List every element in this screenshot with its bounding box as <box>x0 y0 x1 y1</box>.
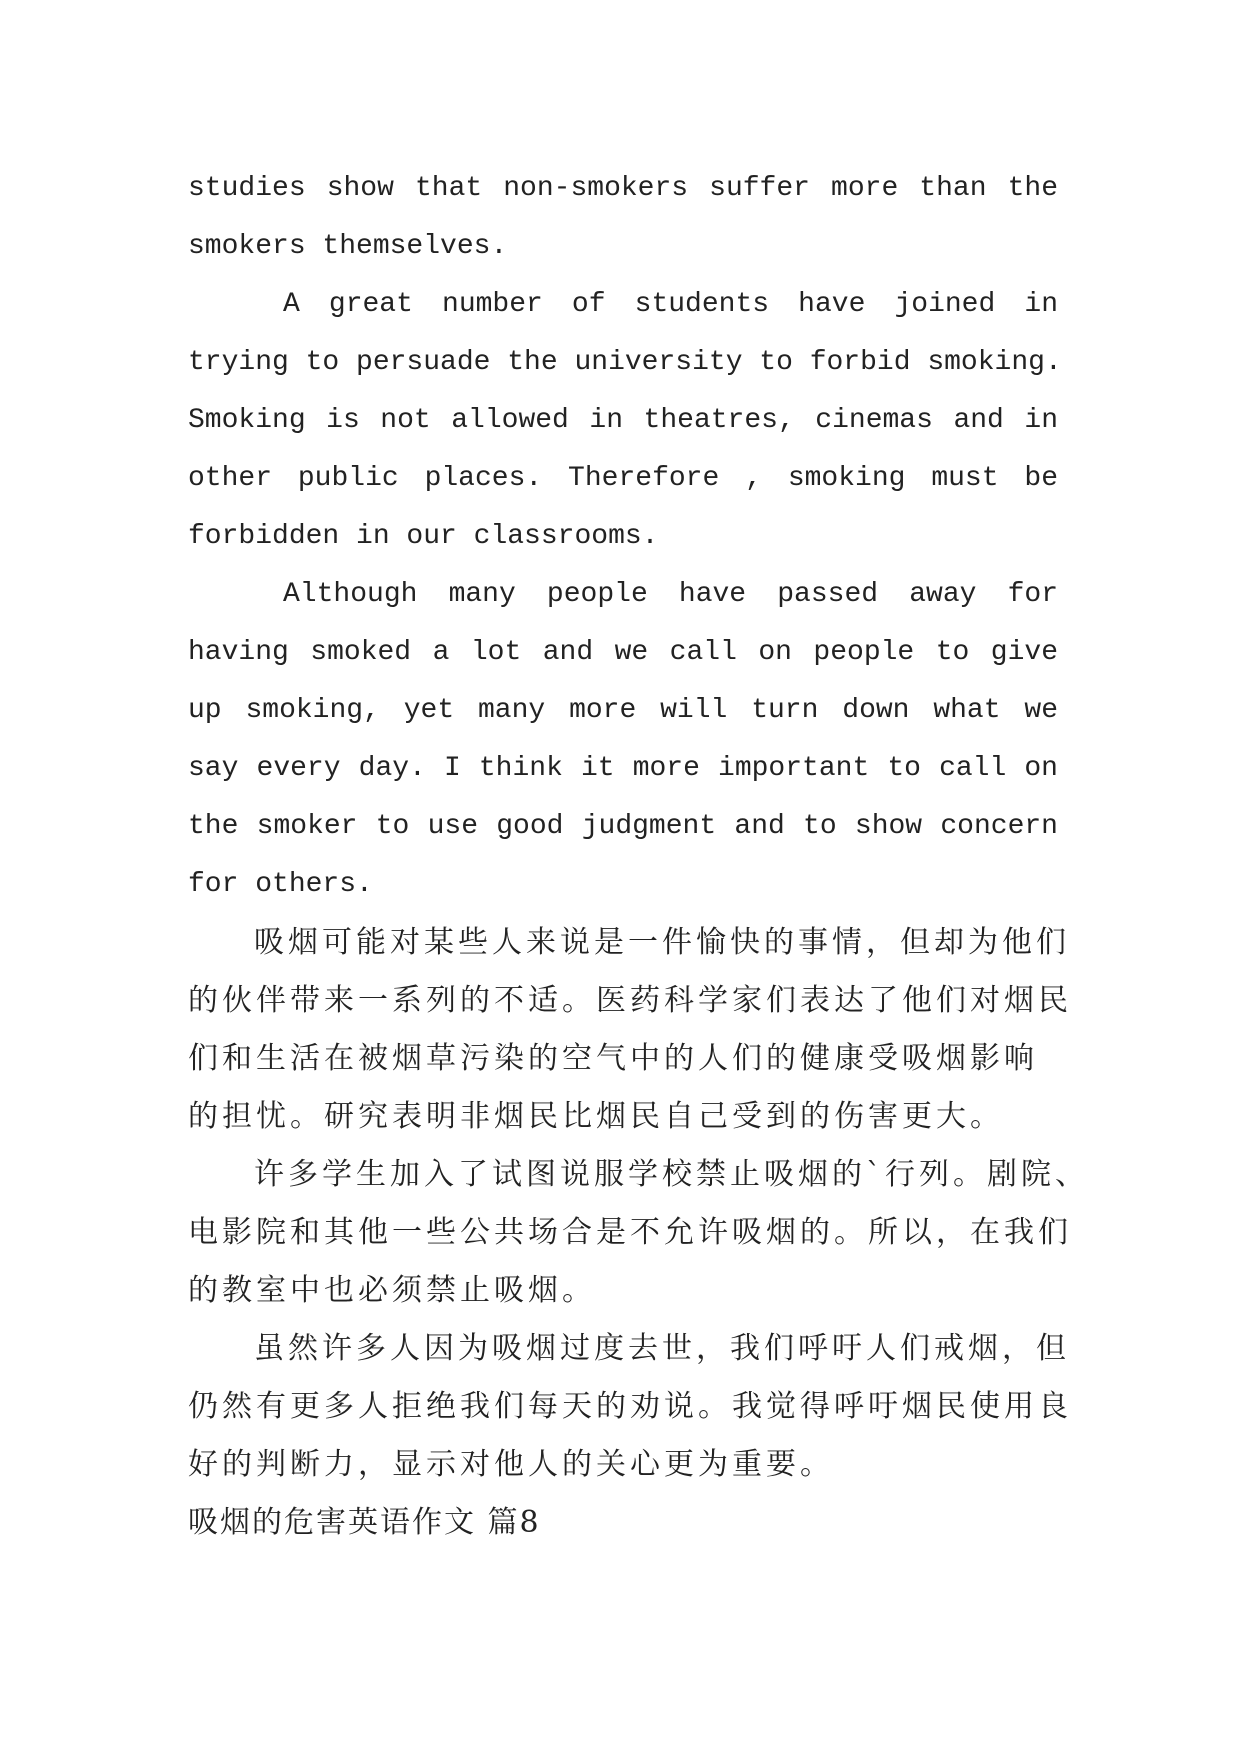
chinese-paragraph-3 <box>188 1320 1072 1494</box>
text-line: trying to persuade the university to forbid smoking. <box>188 347 1062 378</box>
english-paragraph-3 <box>188 566 1058 914</box>
text-line: A great number of students have joined in <box>283 289 1058 320</box>
text-line: 许多学生加入了试图说服学校禁止吸烟的`行列。剧院、 <box>254 1157 1089 1192</box>
document-page <box>188 160 1089 1552</box>
text-line: the smoker to use good judgment and to show concern <box>188 811 1058 842</box>
text-line: 的担忧。研究表明非烟民比烟民自己受到的伤害更大。 <box>188 1099 1004 1134</box>
english-paragraph-1 <box>188 160 1058 276</box>
chinese-paragraph-1 <box>188 914 1072 1146</box>
text-line: 们和生活在被烟草污染的空气中的人们的健康受吸烟影响 <box>188 1041 1038 1076</box>
text-line: for others. <box>188 869 373 900</box>
text-line: say every day. I think it more important to call on <box>188 753 1058 784</box>
text-line: up smoking, yet many more will turn down what we <box>188 695 1058 726</box>
text-line: forbidden in our classrooms. <box>188 521 659 552</box>
text-line: studies show that non-smokers suffer more than the <box>188 173 1058 204</box>
text-line: 的教室中也必须禁止吸烟。 <box>188 1273 596 1308</box>
text-line: having smoked a lot and we call on people to give <box>188 637 1058 668</box>
chinese-paragraph-2 <box>188 1146 1089 1320</box>
text-line: Smoking is not allowed in theatres, cinemas and in <box>188 405 1058 436</box>
text-line: other public places. Therefore , smoking must be <box>188 463 1058 494</box>
text-line: 吸烟可能对某些人来说是一件愉快的事情，但却为他们 <box>254 925 1070 960</box>
text-line: smokers themselves. <box>188 231 508 262</box>
text-line: Although many people have passed away for <box>283 579 1058 610</box>
section-heading: 吸烟的危害英语作文 篇8 <box>188 1505 541 1540</box>
text-line: 的伙伴带来一系列的不适。医药科学家们表达了他们对烟民 <box>188 983 1072 1018</box>
text-line: 虽然许多人因为吸烟过度去世，我们呼吁人们戒烟，但 <box>254 1331 1070 1366</box>
text-line: 电影院和其他一些公共场合是不允许吸烟的。所以，在我们 <box>188 1215 1072 1250</box>
text-line: 好的判断力，显示对他人的关心更为重要。 <box>188 1447 834 1482</box>
english-paragraph-2 <box>188 276 1062 566</box>
text-line: 仍然有更多人拒绝我们每天的劝说。我觉得呼吁烟民使用良 <box>188 1389 1072 1424</box>
